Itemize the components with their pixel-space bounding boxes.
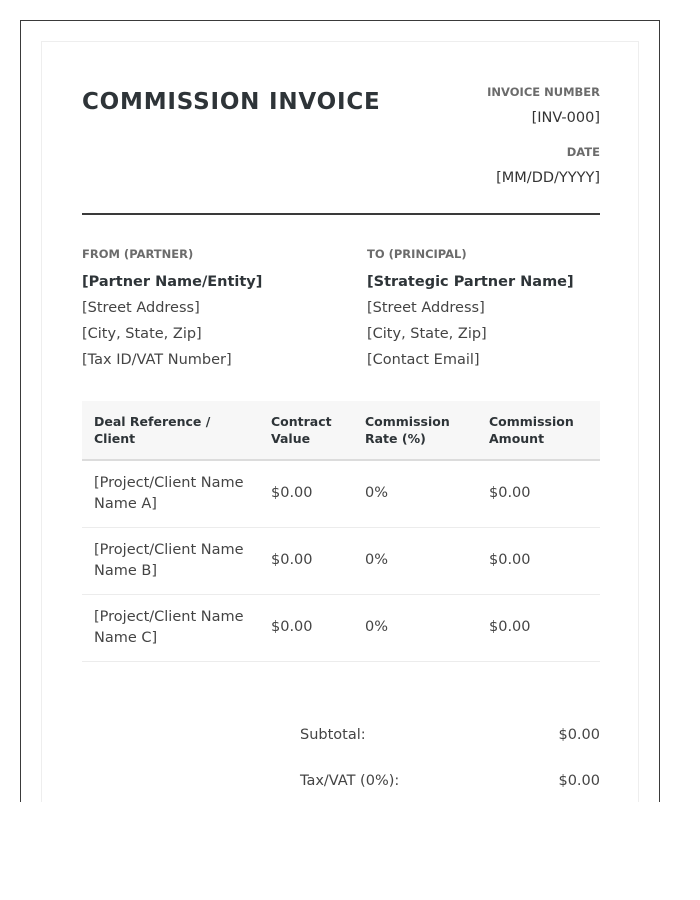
invoice-sheet xyxy=(41,41,639,802)
table-row xyxy=(82,594,600,661)
table-row xyxy=(82,527,600,594)
subtotal-value: $0.00 xyxy=(558,727,600,743)
commission-table xyxy=(82,401,600,662)
from-label: FROM (PARTNER) xyxy=(82,247,194,261)
column-header-commission-amount: Commission Amount xyxy=(477,401,600,460)
contract-value-cell: $0.00 xyxy=(259,460,353,527)
commission-amount-cell: $0.00 xyxy=(477,460,600,527)
deal-reference-cell: [Project/Client Name Name B] xyxy=(82,527,259,594)
to-name: [Strategic Partner Name] xyxy=(367,274,574,290)
invoice-meta xyxy=(380,84,600,188)
invoice-number-label: INVOICE NUMBER xyxy=(487,85,600,99)
to-label: TO (PRINCIPAL) xyxy=(367,247,467,261)
page-frame xyxy=(20,20,660,802)
contract-value-cell: $0.00 xyxy=(259,527,353,594)
table-header-row xyxy=(82,401,600,460)
to-principal-block xyxy=(367,246,607,373)
to-street: [Street Address] xyxy=(367,300,485,316)
header-divider xyxy=(82,213,600,215)
tax-label: Tax/VAT (0%): xyxy=(300,773,400,789)
commission-rate-cell: 0% xyxy=(353,594,477,661)
commission-amount-cell: $0.00 xyxy=(477,594,600,661)
from-street: [Street Address] xyxy=(82,300,200,316)
commission-amount-cell: $0.00 xyxy=(477,527,600,594)
from-name: [Partner Name/Entity] xyxy=(82,274,263,290)
to-city: [City, State, Zip] xyxy=(367,326,487,342)
column-header-commission-rate: Commission Rate (%) xyxy=(353,401,477,460)
tax-row xyxy=(300,770,600,802)
invoice-date-value: [MM/DD/YYYY] xyxy=(496,170,600,186)
contract-value-cell: $0.00 xyxy=(259,594,353,661)
from-tax-id: [Tax ID/VAT Number] xyxy=(82,352,232,368)
invoice-title: COMMISSION INVOICE xyxy=(82,89,381,115)
table-row xyxy=(82,460,600,527)
deal-reference-cell: [Project/Client Name Name A] xyxy=(82,460,259,527)
totals-block xyxy=(300,724,600,802)
subtotal-label: Subtotal: xyxy=(300,727,366,743)
tax-value: $0.00 xyxy=(558,773,600,789)
subtotal-row xyxy=(300,724,600,770)
commission-rate-cell: 0% xyxy=(353,527,477,594)
column-header-contract-value: Contract Value xyxy=(259,401,353,460)
deal-reference-cell: [Project/Client Name Name C] xyxy=(82,594,259,661)
commission-rate-cell: 0% xyxy=(353,460,477,527)
invoice-date-label: DATE xyxy=(566,145,600,159)
to-contact-email: [Contact Email] xyxy=(367,352,480,368)
column-header-deal-reference: Deal Reference / Client xyxy=(82,401,259,460)
invoice-number-value: [INV-000] xyxy=(531,110,600,126)
from-city: [City, State, Zip] xyxy=(82,326,202,342)
from-partner-block xyxy=(82,246,322,373)
